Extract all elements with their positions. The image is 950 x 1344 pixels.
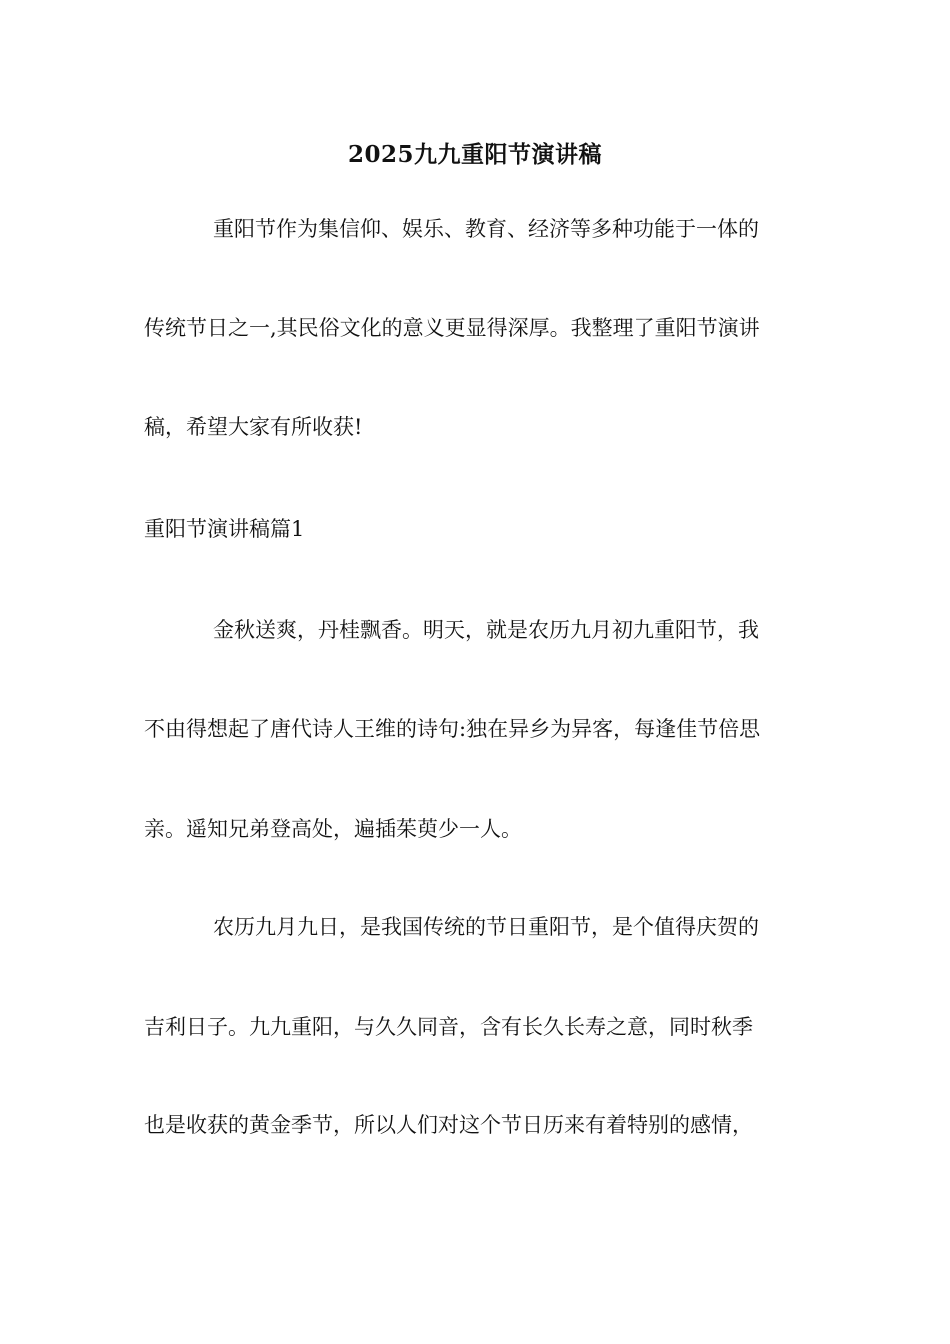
paragraph-line: 金秋送爽，丹桂飘香。明天，就是农历九月初九重阳节，我 (213, 618, 759, 642)
paragraph-line: 稿，希望大家有所收获! (144, 415, 363, 439)
paragraph-line: 不由得想起了唐代诗人王维的诗句:独在异乡为异客，每逢佳节倍思 (144, 717, 761, 741)
paragraph-line: 亲。遥知兄弟登高处，遍插茱萸少一人。 (144, 817, 522, 841)
paragraph-line: 农历九月九日，是我国传统的节日重阳节，是个值得庆贺的 (213, 915, 759, 939)
section-heading: 重阳节演讲稿篇1 (144, 517, 305, 541)
paragraph-line: 重阳节作为集信仰、娱乐、教育、经济等多种功能于一体的 (213, 217, 759, 241)
document-title: 2025九九重阳节演讲稿 (347, 141, 602, 168)
paragraph-line: 吉利日子。九九重阳，与久久同音，含有长久长寿之意，同时秋季 (144, 1015, 753, 1039)
paragraph-line: 也是收获的黄金季节，所以人们对这个节日历来有着特别的感情， (144, 1113, 753, 1137)
paragraph-line: 传统节日之一,其民俗文化的意义更显得深厚。我整理了重阳节演讲 (144, 316, 760, 340)
